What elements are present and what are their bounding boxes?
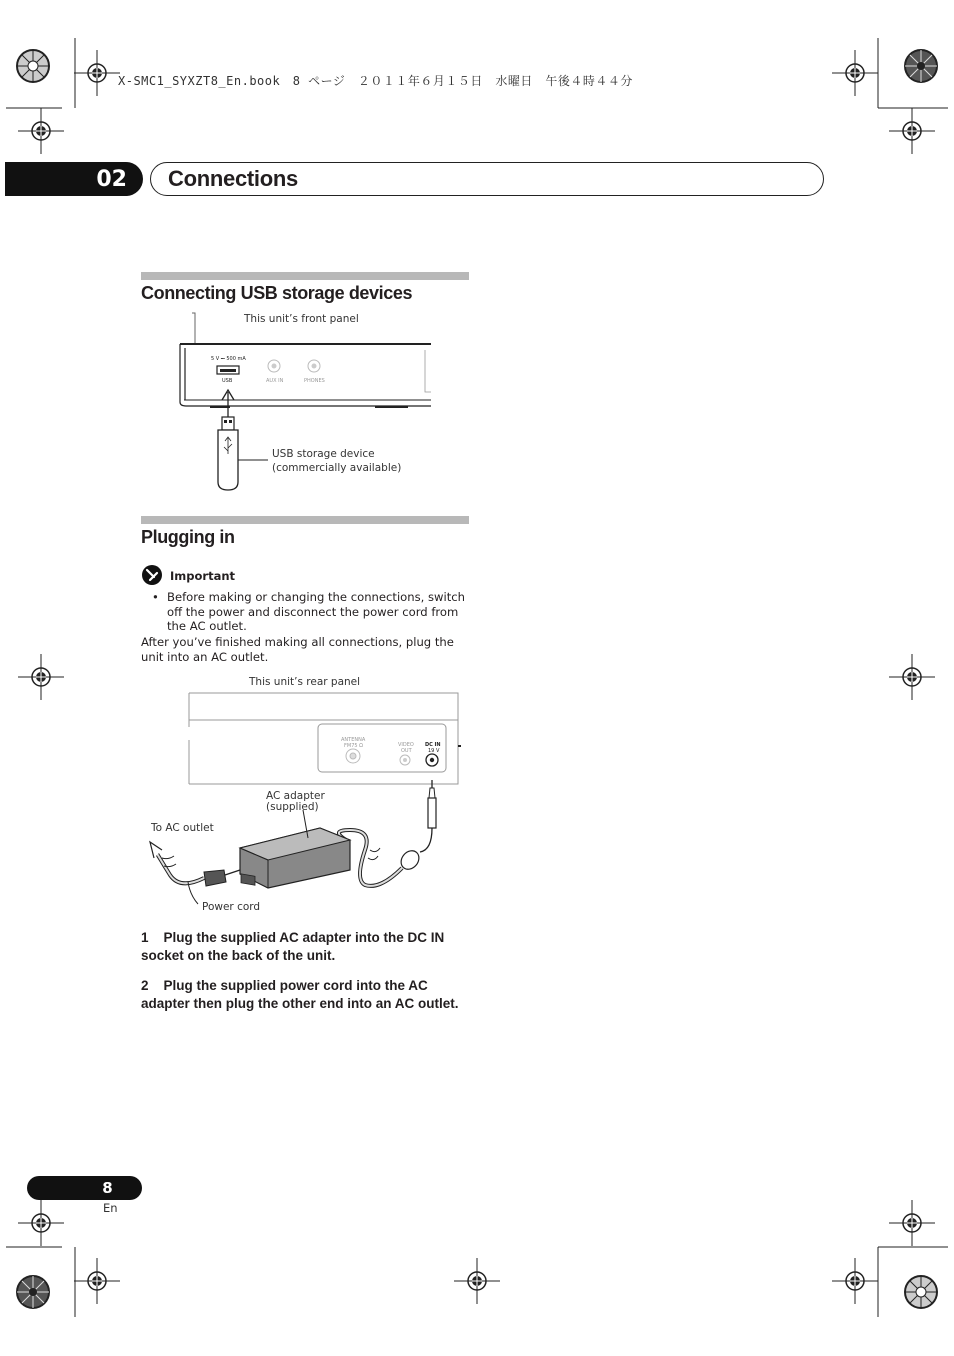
- antenna-sub-label: FM75 Ω: [344, 743, 363, 749]
- registration-mark-top-left: [74, 50, 120, 96]
- video-out-sub-label: OUT: [401, 748, 412, 754]
- phones-label: PHONES: [304, 378, 325, 384]
- bullet-dot: •: [152, 590, 159, 604]
- plugging-section-heading: Plugging in: [141, 527, 235, 547]
- registration-mark-right-upper: [889, 108, 935, 154]
- rear-panel-label: This unit’s rear panel: [249, 676, 361, 688]
- registration-mark-left-middle: [18, 654, 64, 700]
- usb-rating-label: 5 V ⎓ 500 mA: [211, 356, 246, 362]
- registration-mark-bottom-center: [454, 1258, 500, 1304]
- registration-mark-bottom-left: [74, 1258, 120, 1304]
- plugging-body-text: After you’ve finished making all connections, plug the unit into an AC outlet.: [141, 635, 454, 664]
- step-1-text: Plug the supplied AC adapter into the DC IN socket on the back of the unit.: [141, 930, 445, 963]
- registration-mark-top-right: [832, 50, 878, 96]
- registration-mark-left-lower: [18, 1200, 64, 1246]
- registration-mark-right-middle: [889, 654, 935, 700]
- step-1-number: 1: [141, 930, 149, 945]
- page-number-tab: 8: [27, 1176, 142, 1200]
- rosette-mark-bottom-right: [903, 1274, 939, 1310]
- usb-section-heading: Connecting USB storage devices: [141, 283, 413, 303]
- section-rule-usb: [141, 272, 469, 280]
- rosette-mark-top-left: [15, 48, 51, 84]
- registration-mark-right-lower: [889, 1200, 935, 1246]
- step-1: [141, 929, 471, 965]
- step-2: [141, 977, 471, 1013]
- front-panel-label: This unit’s front panel: [244, 313, 359, 325]
- print-info-line: X-SMC1_SYXZT8_En.book 8 ページ ２０１１年６月１５日 水曜日 午後４時４４分: [118, 74, 633, 88]
- language-label: En: [103, 1201, 118, 1215]
- usb-port-label: USB: [222, 378, 233, 384]
- ac-adapter-label-line1: AC adapter: [266, 790, 325, 802]
- aux-in-label: AUX IN: [266, 378, 284, 384]
- section-rule-plugging: [141, 516, 469, 524]
- dc-in-sub-label: 19 V: [428, 748, 440, 754]
- rosette-mark-bottom-left: [15, 1274, 51, 1310]
- video-out-label: VIDEO: [398, 742, 414, 748]
- usb-device-label-line1: USB storage device: [272, 448, 375, 460]
- registration-mark-bottom-right: [832, 1258, 878, 1304]
- ac-outlet-label: To AC outlet: [151, 822, 214, 834]
- important-label: Important: [170, 569, 236, 583]
- important-bullet-text: Before making or changing the connections, switch off the power and disconnect the power cord from the AC outlet.: [167, 590, 466, 634]
- chapter-title: Connections: [168, 166, 298, 191]
- dc-in-label: DC IN: [425, 742, 441, 748]
- step-2-text: Plug the supplied power cord into the AC adapter then plug the other end into an AC outlet.: [141, 978, 459, 1011]
- ac-adapter-label-line2: (supplied): [266, 801, 319, 813]
- power-cord-label: Power cord: [202, 901, 261, 913]
- antenna-label: ANTENNA: [341, 737, 366, 743]
- registration-mark-left-upper: [18, 108, 64, 154]
- chapter-number-tab: 02: [5, 162, 143, 196]
- important-icon: [141, 564, 165, 586]
- step-2-number: 2: [141, 978, 149, 993]
- usb-device-label-line2: (commercially available): [272, 462, 402, 474]
- rosette-mark-top-right: [903, 48, 939, 84]
